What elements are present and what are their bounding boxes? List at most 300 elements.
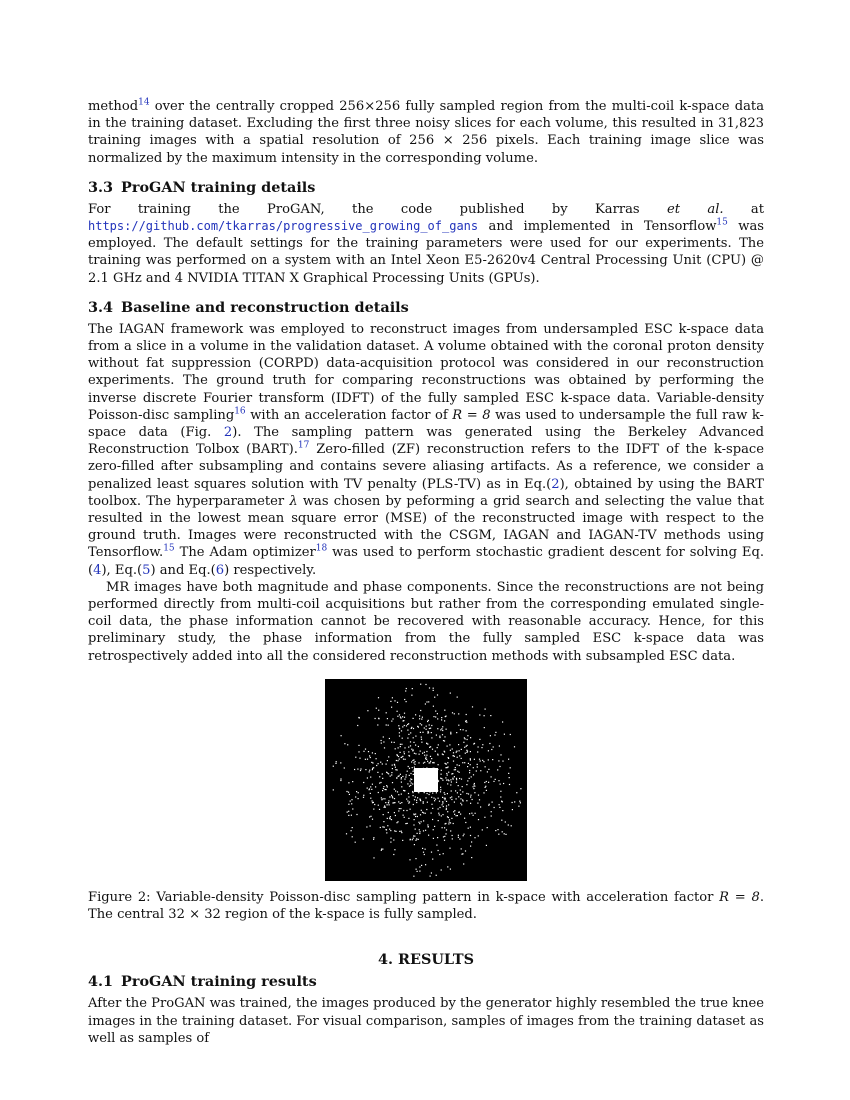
sample-dot [423,830,424,831]
sample-dot [433,705,434,706]
sample-dot [429,724,430,725]
sample-dot [448,804,449,805]
sample-dot [444,736,445,737]
sample-dot [425,756,426,757]
sample-dot [474,783,475,784]
sample-dot [436,875,437,876]
sample-dot [448,817,449,818]
sample-dot [419,829,420,830]
sample-dot [435,798,436,799]
sample-dot [431,812,432,813]
sample-dot [404,778,405,779]
sample-dot [471,812,472,813]
sample-dot [448,823,449,824]
sample-dot [358,751,359,752]
sample-dot [392,796,393,797]
sample-dot [402,737,403,738]
sample-dot [373,839,374,840]
sample-dot [411,694,412,695]
sample-dot [423,801,424,802]
sample-dot [412,688,413,689]
sample-dot [510,734,511,735]
sample-dot [408,766,409,767]
sample-dot [467,735,468,736]
sample-dot [404,699,405,700]
sample-dot [408,723,409,724]
text-span: ) respectively. [224,562,317,578]
sample-dot [470,764,471,765]
sample-dot [413,749,414,750]
sample-dot [450,784,451,785]
sample-dot [363,838,364,839]
sample-dot [392,782,393,783]
sample-dot [442,804,443,805]
sample-dot [440,789,441,790]
sample-dot [426,729,427,730]
sample-dot [427,743,428,744]
sample-dot [380,782,381,783]
sample-dot [413,837,414,838]
sample-dot [414,799,415,800]
sample-dot [486,790,487,791]
sample-dot [351,803,352,804]
sample-dot [395,790,396,791]
sample-dot [450,830,451,831]
sample-dot [410,773,411,774]
text-span: over the centrally cropped 256×256 fully sampled region from the multi-coil k-space data in the training dataset. Excluding the first three noisy slices for each volume, this resulted in 31,823 training images with a spatial resolution of 256 × 256 pixels. Each training image slice was normalized by the maximum intensity in the corresponding volume. [88,99,764,166]
sample-dot [423,802,424,803]
sample-dot [409,859,410,860]
sample-dot [349,794,350,795]
sample-dot [516,792,517,793]
sample-dot [438,780,439,781]
sample-dot [418,822,419,823]
sample-dot [444,799,445,800]
sample-dot [519,800,520,801]
sample-dot [351,814,352,815]
sample-dot [456,778,457,779]
sample-dot [476,770,477,771]
sample-dot [404,717,405,718]
sample-dot [383,736,384,737]
sample-dot [441,770,442,771]
sample-dot [472,799,473,800]
sample-dot [408,802,409,803]
sample-dot [412,791,413,792]
sample-dot [459,755,460,756]
sample-dot [468,827,469,828]
sample-dot [431,758,432,759]
sample-dot [394,788,395,789]
sample-dot [490,735,491,736]
sample-dot [378,763,379,764]
sample-dot [401,730,402,731]
sample-dot [389,828,390,829]
sample-dot [415,714,416,715]
sample-dot [393,839,394,840]
text-span: For training the ProGAN, the code published by Karras [88,201,667,217]
citation-15[interactable]: 15 [163,544,175,555]
sample-dot [369,816,370,817]
sample-dot [428,834,429,835]
sample-dot [409,801,410,802]
sample-dot [421,739,422,740]
figure-2-ref[interactable]: 2 [223,425,233,441]
sample-dot [363,782,364,783]
sample-dot [392,797,393,798]
sample-dot [408,793,409,794]
sample-dot [414,835,415,836]
sample-dot [482,829,483,830]
sample-dot [493,781,494,782]
sample-dot [466,714,467,715]
sample-dot [386,785,387,786]
sample-dot [411,727,412,728]
sample-dot [428,731,429,732]
sample-dot [340,778,341,779]
sample-dot [457,764,458,765]
sample-dot [394,700,395,701]
sample-dot [451,781,452,782]
citation-15[interactable]: 15 [716,217,728,228]
sample-dot [445,767,446,768]
sample-dot [494,734,495,735]
sample-dot [437,713,438,714]
sample-dot [461,804,462,805]
sample-dot [457,815,458,816]
sample-dot [434,800,435,801]
sample-dot [426,754,427,755]
sample-dot [495,779,496,780]
math-inline: λ [289,493,298,509]
sample-dot [426,809,427,810]
sample-dot [445,798,446,799]
sample-dot [414,819,415,820]
sample-dot [440,791,441,792]
sample-dot [447,866,448,867]
sample-dot [383,798,384,799]
sample-dot [497,769,498,770]
sample-dot [378,718,379,719]
sample-dot [410,778,411,779]
sample-dot [380,761,381,762]
sample-dot [388,800,389,801]
sample-dot [485,708,486,709]
sample-dot [442,753,443,754]
sample-dot [467,766,468,767]
sample-dot [468,763,469,764]
sample-dot [446,773,447,774]
sample-dot [464,817,465,818]
sample-dot [383,821,384,822]
citation-16[interactable]: 16 [234,406,246,417]
sample-dot [352,781,353,782]
sample-dot [431,725,432,726]
sample-dot [333,765,334,766]
section-3-3-heading [88,179,764,197]
sample-dot [478,746,479,747]
sample-dot [369,755,370,756]
sample-dot [471,776,472,777]
sample-dot [465,822,466,823]
citation-14[interactable]: 14 [138,97,150,108]
sample-dot [398,725,399,726]
sample-dot [473,786,474,787]
section-title: ProGAN training details [121,178,316,196]
sample-dot [397,791,398,792]
sample-dot [372,802,373,803]
eq-6-ref[interactable]: 6 [215,562,225,578]
sample-dot [367,758,368,759]
sample-dot [406,688,407,689]
sample-dot [452,748,453,749]
sample-dot [478,835,479,836]
sample-dot [390,837,391,838]
sample-dot [404,712,405,713]
sample-dot [520,802,521,803]
sample-dot [441,717,442,718]
sample-dot [429,687,430,688]
sample-dot [425,848,426,849]
sample-dot [415,796,416,797]
sample-dot [442,734,443,735]
sample-dot [396,760,397,761]
sample-dot [382,763,383,764]
sample-dot [397,711,398,712]
sample-dot [428,826,429,827]
sample-dot [402,726,403,727]
sample-dot [347,811,348,812]
sample-dot [460,789,461,790]
sample-dot [462,762,463,763]
sample-dot [454,776,455,777]
section-number: 3.3 [88,178,114,196]
text-span: at [723,201,764,217]
sample-dot [420,814,421,815]
sample-dot [464,747,465,748]
sample-dot [487,827,488,828]
sample-dot [482,744,483,745]
sample-dot [404,753,405,754]
sample-dot [459,778,460,779]
sample-dot [438,764,439,765]
sample-dot [441,778,442,779]
sample-dot [401,781,402,782]
sample-dot [447,783,448,784]
sample-dot [456,815,457,816]
sample-dot [442,814,443,815]
sample-dot [386,763,387,764]
sample-dot [432,748,433,749]
sample-dot [428,701,429,702]
sample-dot [396,754,397,755]
sample-dot [467,780,468,781]
sample-dot [488,750,489,751]
sample-dot [419,833,420,834]
sample-dot [369,788,370,789]
sample-dot [402,840,403,841]
sample-dot [400,746,401,747]
sample-dot [372,762,373,763]
sample-dot [375,753,376,754]
sample-dot [457,696,458,697]
sample-dot [340,762,341,763]
sample-dot [359,757,360,758]
sample-dot [408,818,409,819]
sample-dot [500,783,501,784]
sample-dot [454,756,455,757]
sample-dot [344,743,345,744]
sample-dot [397,716,398,717]
sample-dot [401,793,402,794]
sample-dot [395,815,396,816]
sample-dot [388,724,389,725]
sample-dot [444,827,445,828]
sample-dot [402,756,403,757]
sample-dot [436,792,437,793]
sample-dot [427,801,428,802]
sample-dot [392,764,393,765]
sample-dot [443,853,444,854]
sample-dot [387,718,388,719]
sample-dot [423,762,424,763]
sample-dot [447,762,448,763]
sample-dot [373,808,374,809]
sample-dot [425,684,426,685]
sample-dot [473,815,474,816]
sample-dot [367,777,368,778]
sample-dot [449,819,450,820]
sample-dot [381,850,382,851]
sample-dot [413,762,414,763]
sample-dot [477,764,478,765]
sample-dot [391,819,392,820]
sample-dot [394,812,395,813]
sample-dot [384,805,385,806]
sample-dot [400,808,401,809]
sample-dot [413,737,414,738]
sample-dot [512,809,513,810]
sample-dot [466,750,467,751]
sample-dot [395,769,396,770]
sample-dot [401,777,402,778]
sample-dot [401,757,402,758]
sample-dot [420,723,421,724]
sample-dot [407,770,408,771]
sample-dot [401,744,402,745]
sample-dot [372,818,373,819]
text-span: was employed. The default settings for the training parameters were used for our experiments. The training was performed on a system with an Intel Xeon E5-2620v4 Central Processing Unit (CPU) @ 2.1 GHz and 4 NVIDIA TITAN X Graphical Processing Units (GPUs). [88,219,764,286]
sample-dot [377,724,378,725]
sample-dot [394,830,395,831]
math-inline: R = 8 [719,889,760,905]
sample-dot [450,733,451,734]
sample-dot [445,715,446,716]
sample-dot [404,790,405,791]
sample-dot [500,754,501,755]
sample-dot [425,864,426,865]
sample-dot [397,760,398,761]
sample-dot [406,701,407,702]
sample-dot [378,804,379,805]
sample-dot [365,759,366,760]
eq-5-ref[interactable]: 5 [142,562,151,578]
sample-dot [432,762,433,763]
github-link[interactable]: https://github.com/tkarras/progressive_growing_of_gans [88,219,479,234]
sample-dot [426,701,427,702]
sample-dot [466,800,467,801]
sample-dot [502,721,503,722]
sample-dot [417,833,418,834]
sample-dot [386,789,387,790]
sample-dot [473,743,474,744]
sample-dot [403,810,404,811]
section-title: Baseline and reconstruction details [121,298,409,316]
sample-dot [397,702,398,703]
sample-dot [386,712,387,713]
sample-dot [417,726,418,727]
sample-dot [489,804,490,805]
sample-dot [411,782,412,783]
sample-dot [458,837,459,838]
sample-dot [456,782,457,783]
eq-4-ref[interactable]: 4 [93,562,102,578]
text-span: ) and Eq.( [150,562,216,578]
sample-dot [399,735,400,736]
sample-dot [501,800,502,801]
sample-dot [413,835,414,836]
sample-dot [432,792,433,793]
sample-dot [413,804,414,805]
sample-dot [416,802,417,803]
sample-dot [484,715,485,716]
sample-dot [470,845,471,846]
sample-dot [463,863,464,864]
text-span: method [88,99,139,114]
sample-dot [370,825,371,826]
sample-dot [486,781,487,782]
citation-17[interactable]: 17 [297,440,310,451]
sample-dot [438,820,439,821]
sample-dot [470,737,471,738]
sample-dot [369,771,370,772]
sample-dot [384,798,385,799]
sample-dot [416,868,417,869]
sample-dot [470,835,471,836]
sample-dot [445,823,446,824]
sample-dot [445,777,446,778]
sample-dot [389,796,390,797]
sample-dot [485,786,486,787]
sample-dot [420,750,421,751]
citation-18[interactable]: 18 [315,544,328,555]
sample-dot [509,777,510,778]
sample-dot [445,763,446,764]
sample-dot [438,850,439,851]
section-3-4-heading [88,299,764,317]
eq-2-ref[interactable]: 2 [551,476,560,492]
sample-dot [401,802,402,803]
sample-dot [453,823,454,824]
sample-dot [372,783,373,784]
sample-dot [480,760,481,761]
sample-dot [417,797,418,798]
sample-dot [363,795,364,796]
sample-dot [414,766,415,767]
sample-dot [461,778,462,779]
sample-dot [411,761,412,762]
sample-dot [394,849,395,850]
